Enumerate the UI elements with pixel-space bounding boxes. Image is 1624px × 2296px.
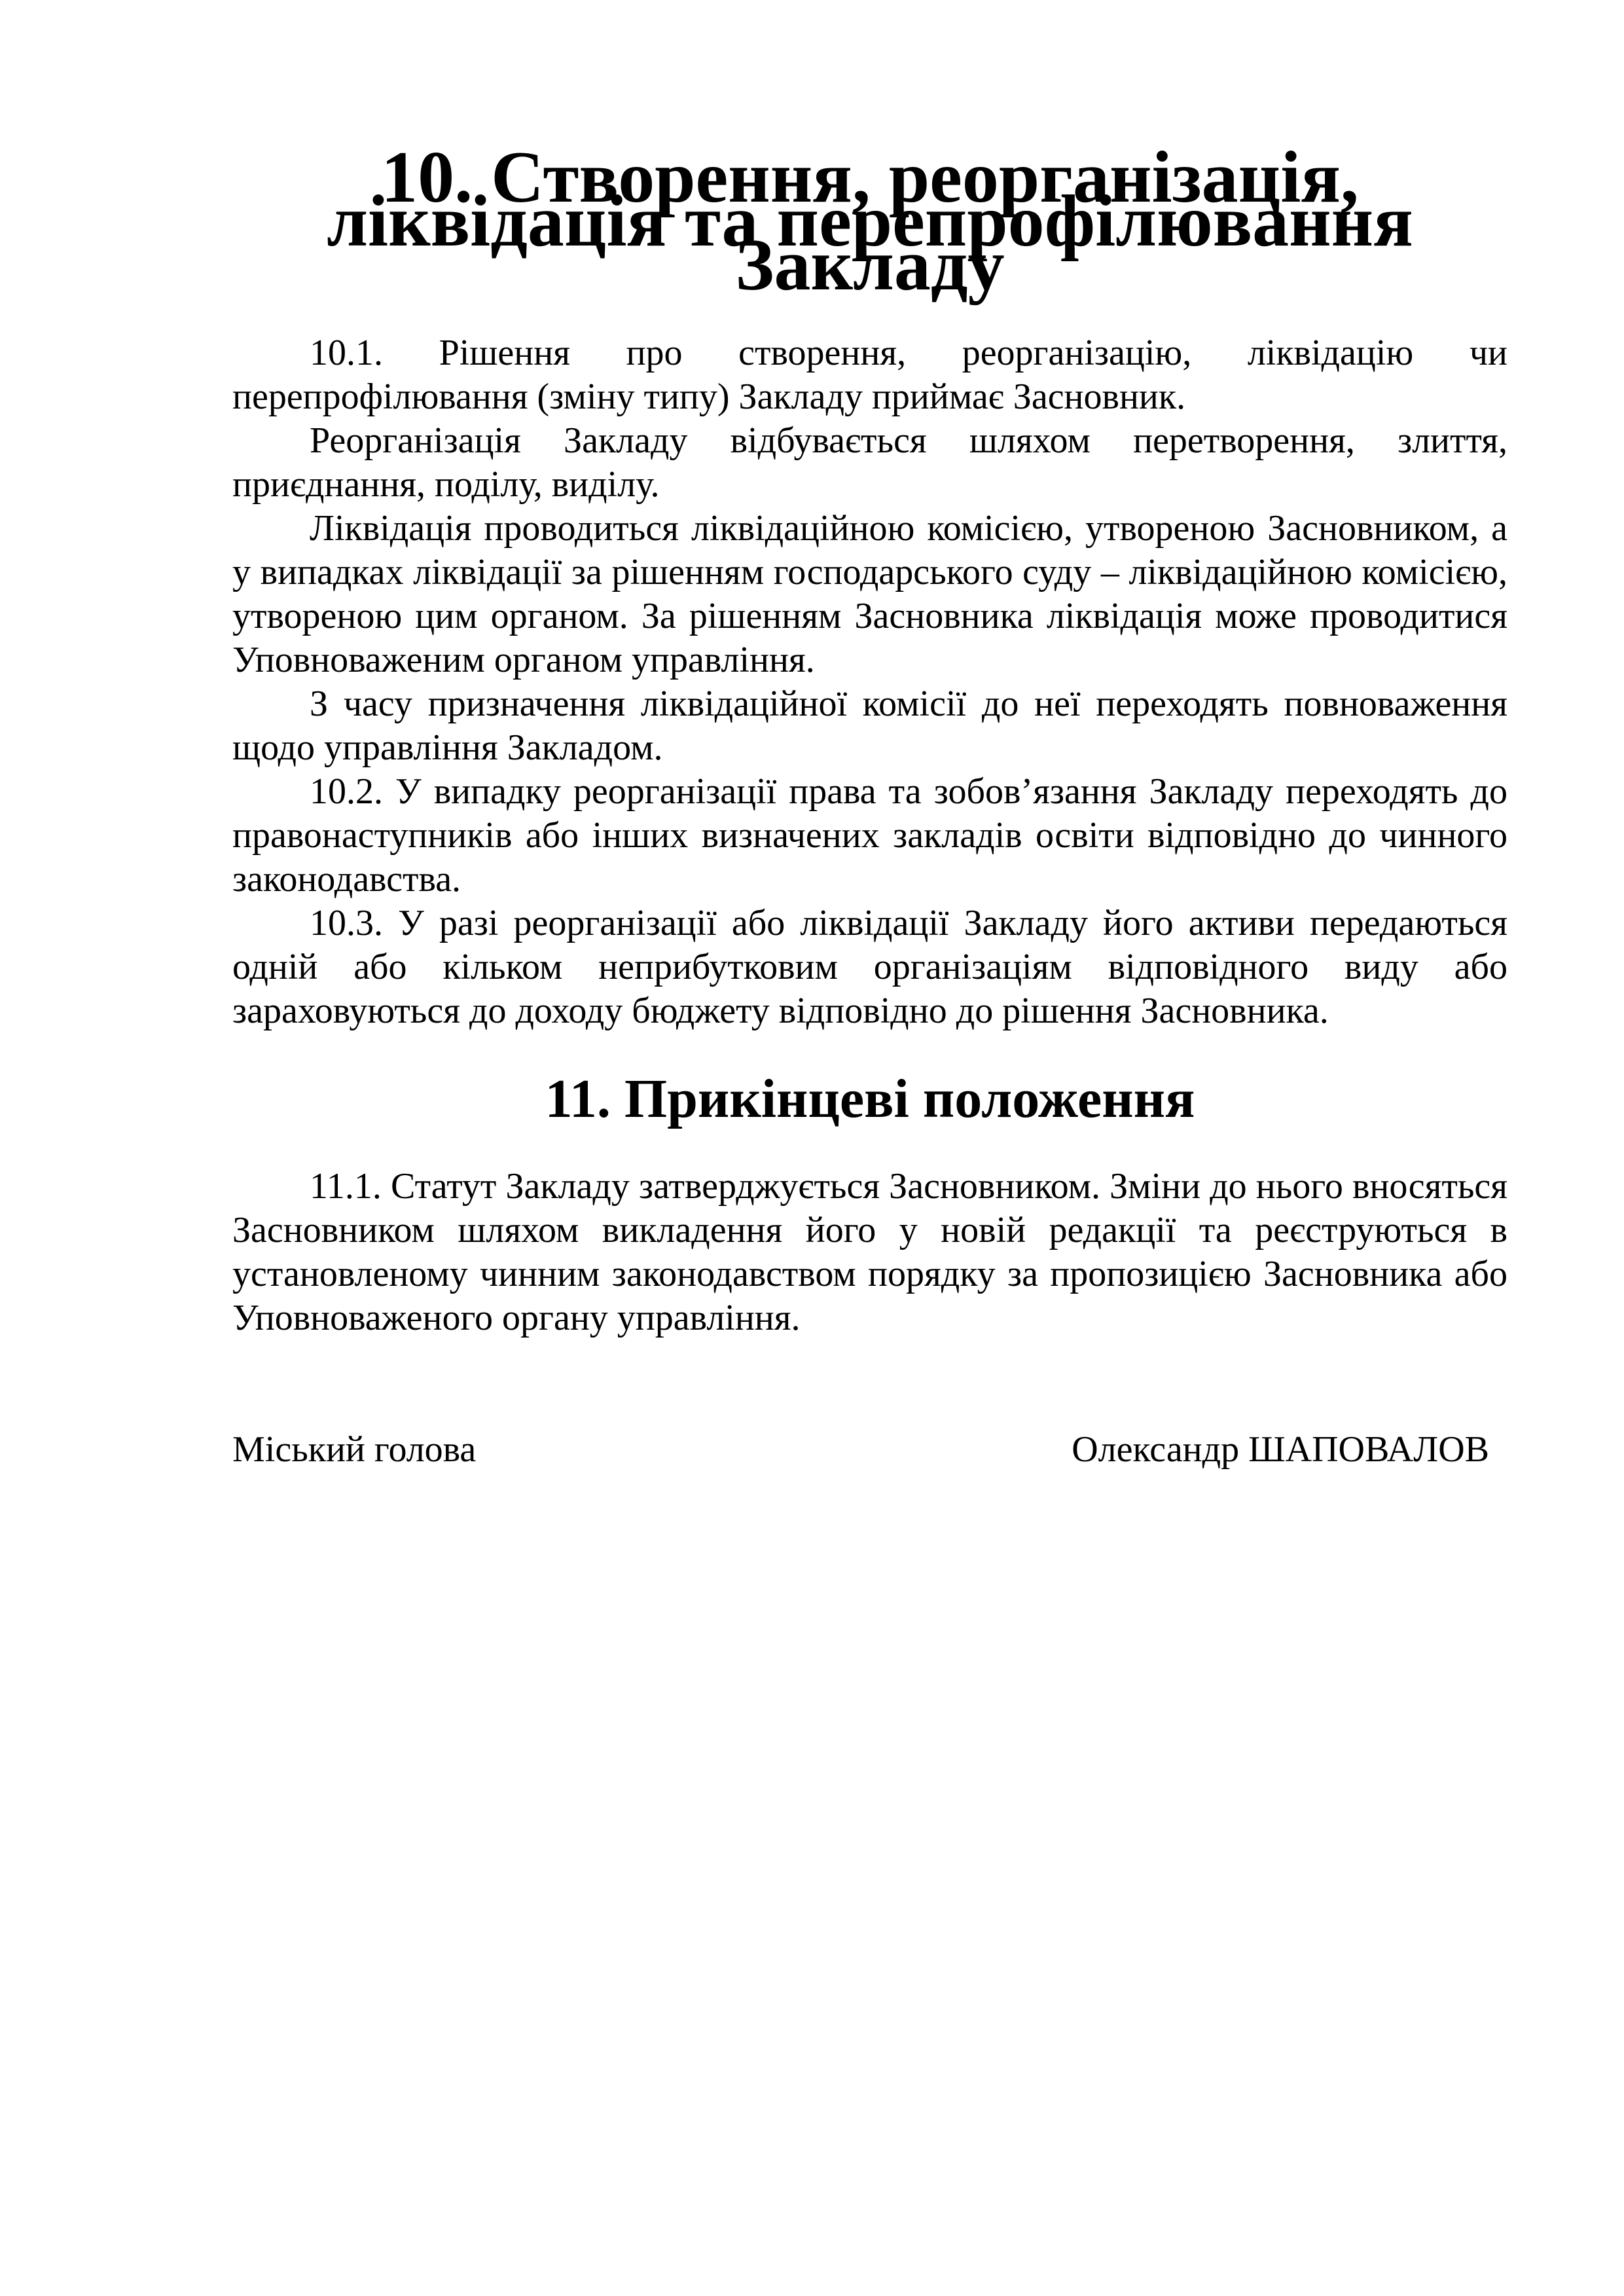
document-page xyxy=(232,137,1507,1472)
paragraph-commission: З часу призначення ліквідаційної комісії до неї переходять повноваження щодо управління Закладом. xyxy=(232,683,1507,768)
signature-position: Міський голова xyxy=(232,1429,477,1470)
section-10-title: 10. Створення, реорганізація, ліквідація та перепрофілювання Закладу xyxy=(327,137,1413,306)
signature-block xyxy=(232,1428,1507,1472)
paragraph-liquidation: Ліквідація проводиться ліквідаційною комісією, утвореною Засновником, а у випадках ліквідації за рішенням господарського суду – ліквідаційною комісією, утвореною цим органом. За рішенням Засновника ліквідація може проводитися Уповноваженим органом управління. xyxy=(232,508,1507,680)
signature-name: Олександр ШАПОВАЛОВ xyxy=(1072,1429,1489,1470)
paragraph-10-3: 10.3. У разі реорганізації або ліквідації Закладу його активи передаються одній або кільком неприбутковим організаціям відповідного виду або зараховуються до доходу бюджету відповідно до рішення Засновника. xyxy=(232,903,1507,1031)
paragraph-reorganization: Реорганізація Закладу відбувається шляхом перетворення, злиття, приєднання, поділу, виділу. xyxy=(232,420,1507,505)
paragraph-10-2: 10.2. У випадку реорганізації права та зобов’язання Закладу переходять до правонаступників або інших визначених закладів освіти відповідно до чинного законодавства. xyxy=(232,771,1507,900)
paragraph-11-1: 11.1. Статут Закладу затверджується Засновником. Зміни до нього вносяться Засновником шляхом викладення його у новій редакції та реєструються в установленому чинним законодавством порядку за пропозицією Засновника або Уповноваженого органу управління. xyxy=(232,1166,1507,1338)
section-11-title: 11. Прикінцеві положення xyxy=(545,1068,1195,1129)
paragraph-10-1: 10.1. Рішення про створення, реорганізацію, ліквідацію чи перепрофілювання (зміну типу) Закладу приймає Засновник. xyxy=(232,333,1507,417)
